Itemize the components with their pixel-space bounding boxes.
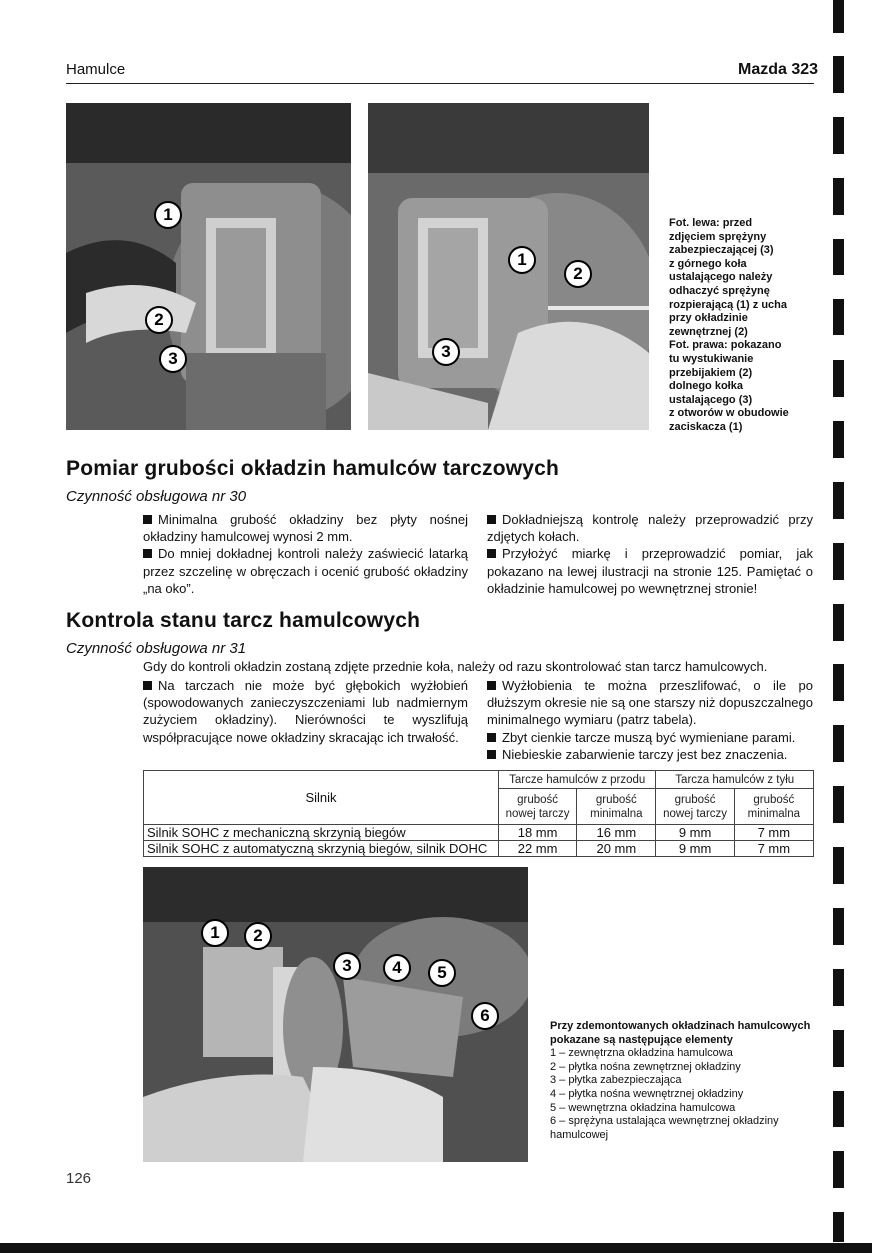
caption-item: 3 – płytka zabezpieczająca [550, 1074, 682, 1087]
bullet-item [143, 545, 468, 597]
callout-1: 1 [508, 246, 536, 274]
bullet-text: Minimalna grubość okładziny bez płyty nośnej okładziny hamulcowej wynosi 2 mm. [143, 512, 468, 545]
bullet-item [487, 729, 813, 746]
caption-item: 4 – płytka nośna wewnętrznej okładziny [550, 1087, 744, 1100]
header-section: Hamulce [66, 61, 126, 78]
table-header-rear: Tarcza hamulców z tyłu [656, 771, 814, 789]
section-subtitle-pads: Czynność obsługowa nr 30 [66, 488, 247, 505]
section1-right-column [487, 511, 813, 597]
callout-1: 1 [201, 919, 229, 947]
table-subheader: grubość nowej tarczy [656, 789, 734, 825]
photo-caliper-left [66, 103, 351, 430]
bullet-item [487, 545, 813, 597]
callout-2: 2 [564, 260, 592, 288]
caption-item: 1 – zewnętrzna okładzina hamulcowa [550, 1047, 733, 1060]
bullet-text: Do mniej dokładnej kontroli należy zaświecić latarką przez szczelinę w obręczach i ocenić grubość okładziny „na oko”. [143, 546, 468, 596]
top-photo-caption [669, 217, 829, 435]
bullet-item [487, 511, 813, 545]
bullet-text: Wyżłobienia te można przeszlifować, o ile po dłuższym okresie nie są one starszy niż dopuszczalnego minimalnego wymiaru (patrz tabela). [487, 678, 813, 728]
caption-item: 5 – wewnętrzna okładzina hamulcowa [550, 1101, 736, 1114]
section1-left-column [143, 511, 468, 597]
table-cell: 18 mm [499, 825, 577, 841]
caption-line: ustalającego należy [669, 271, 773, 284]
caption-line: ustalającego (3) [669, 393, 753, 406]
caption-line: z otworów w obudowie [669, 407, 789, 420]
bullet-item [143, 677, 468, 746]
section2-right-column [487, 677, 813, 763]
caption-line: zdjęciem sprężyny [669, 230, 767, 243]
table-cell-engine: Silnik SOHC z automatyczną skrzynią biegów, silnik DOHC [144, 841, 499, 857]
table-cell: 9 mm [656, 841, 734, 857]
table-cell: 9 mm [656, 825, 734, 841]
table-cell: 22 mm [499, 841, 577, 857]
bullet-text: Na tarczach nie może być głębokich wyżłobień (spowodowanych zanieczyszczeniami lub nadmiernym zużyciem okładziny). Nierówności te wyszlifują współpracujące nowe okładziny skracając ich trwałość. [143, 678, 468, 745]
bullet-text: Niebieskie zabarwienie tarczy jest bez znaczenia. [502, 746, 788, 762]
table-cell: 20 mm [577, 841, 656, 857]
bullet-square-icon [487, 515, 496, 524]
page-number: 126 [66, 1170, 92, 1187]
caption-line: dolnego kołka [669, 380, 743, 393]
bullet-square-icon [143, 549, 152, 558]
table-subheader: grubość minimalna [734, 789, 813, 825]
bullet-square-icon [143, 681, 152, 690]
callout-3: 3 [432, 338, 460, 366]
section2-left-column [143, 677, 468, 746]
section2-intro: Gdy do kontroli okładzin zostaną zdjęte przednie koła, należy od razu skontrolować stan tarcz hamulcowych. [143, 659, 768, 674]
caption-line: zaciskacza (1) [669, 420, 743, 433]
bullet-text: Przyłożyć miarkę i przeprowadzić pomiar, jak pokazano na lewej ilustracji na stronie 125. Pamiętać o okładzinie hamulcowej po wewnętrznej stronie! [487, 546, 813, 596]
photo-disassembled-pads [143, 867, 528, 1162]
caption-line: odhaczyć sprężynę [669, 284, 770, 297]
table-row [144, 825, 814, 841]
bullet-square-icon [487, 549, 496, 558]
callout-1: 1 [154, 201, 182, 229]
photo-caliper-right [368, 103, 649, 430]
callout-3: 3 [159, 345, 187, 373]
bottom-photo-caption [550, 1020, 815, 1142]
table-header-engine: Silnik [144, 771, 499, 825]
callout-6: 6 [471, 1002, 499, 1030]
section-title-pads: Pomiar grubości okładzin hamulców tarczowych [66, 457, 560, 480]
table-row [144, 841, 814, 857]
caption-item: 6 – sprężyna ustalająca wewnętrznej okładziny hamulcowej [550, 1115, 779, 1141]
bullet-item [487, 677, 813, 729]
caption-line: tu wystukiwanie [669, 352, 754, 365]
callout-3: 3 [333, 952, 361, 980]
caption-line: z górnego koła [669, 257, 747, 270]
caption-item: 2 – płytka nośna zewnętrznej okładziny [550, 1060, 741, 1073]
caption-line: rozpierającą (1) z ucha [669, 298, 787, 311]
caption-title: Przy zdemontowanych okładzinach hamulcowych pokazane są następujące elementy [550, 1020, 811, 1046]
table-cell: 7 mm [734, 841, 813, 857]
caption-line: przebijakiem (2) [669, 366, 753, 379]
callout-2: 2 [145, 306, 173, 334]
disc-thickness-table [143, 770, 814, 857]
callout-4: 4 [383, 954, 411, 982]
section-title-discs: Kontrola stanu tarcz hamulcowych [66, 609, 421, 632]
table-cell: 16 mm [577, 825, 656, 841]
bullet-text: Dokładniejszą kontrolę należy przeprowadzić przy zdjętych kołach. [487, 512, 813, 545]
section-subtitle-discs: Czynność obsługowa nr 31 [66, 640, 247, 657]
header-model: Mazda 323 [738, 61, 819, 78]
bullet-item [487, 746, 813, 763]
table-cell-engine: Silnik SOHC z mechaniczną skrzynią biegów [144, 825, 499, 841]
caption-line: przy okładzinie [669, 312, 748, 325]
caption-line: zewnętrznej (2) [669, 325, 748, 338]
header-rule [66, 83, 814, 84]
table-subheader: grubość minimalna [577, 789, 656, 825]
bullet-square-icon [487, 733, 496, 742]
bullet-square-icon [487, 681, 496, 690]
callout-5: 5 [428, 959, 456, 987]
caption-line: zabezpieczającej (3) [669, 244, 774, 257]
table-subheader: grubość nowej tarczy [499, 789, 577, 825]
caption-line: Fot. lewa: przed [669, 217, 753, 229]
bullet-text: Zbyt cienkie tarcze muszą być wymieniane parami. [502, 729, 796, 745]
bullet-item [143, 511, 468, 545]
table-header-front: Tarcze hamulców z przodu [499, 771, 656, 789]
bullet-square-icon [143, 515, 152, 524]
bottom-edge-bar [0, 1243, 872, 1253]
callout-2: 2 [244, 922, 272, 950]
table-cell: 7 mm [734, 825, 813, 841]
caption-line: Fot. prawa: pokazano [669, 339, 782, 352]
bullet-square-icon [487, 750, 496, 759]
